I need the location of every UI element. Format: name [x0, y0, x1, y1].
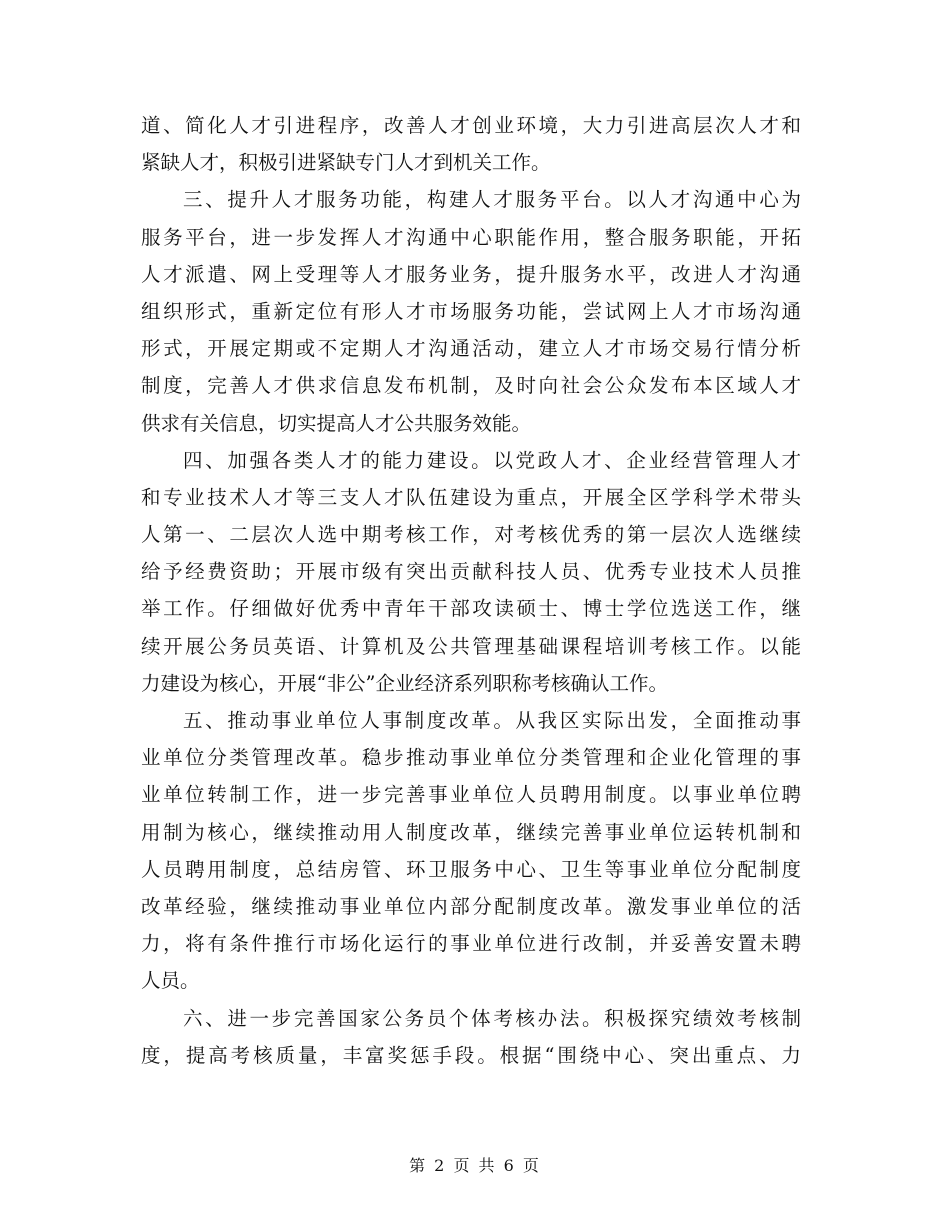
text-line: 三、提升人才服务功能，构建人才服务平台。以人才沟通中心为: [183, 188, 801, 212]
text-line: 组织形式，重新定位有形人才市场服务功能，尝试网上人才市场沟通: [141, 299, 801, 323]
text-line: 四、加强各类人才的能力建设。以党政人才、企业经营管理人才: [183, 448, 801, 472]
text-line: 人第一、二层次人选中期考核工作，对考核优秀的第一层次人选继续: [141, 523, 801, 547]
text-line: 力建设为核心，开展“非公”企业经济系列职称考核确认工作。: [141, 671, 668, 695]
text-line: 形式，开展定期或不定期人才沟通活动，建立人才市场交易行情分析: [141, 337, 801, 361]
paragraph: [141, 181, 801, 441]
paragraph: [141, 442, 801, 702]
paragraph: [141, 702, 801, 1000]
text-line: 人才派遣、网上受理等人才服务业务，提升服务水平，改进人才沟通: [141, 262, 801, 286]
text-line: 服务平台，进一步发挥人才沟通中心职能作用，整合服务职能，开拓: [141, 225, 801, 249]
text-line: 力，将有条件推行市场化运行的事业单位进行改制，并妥善安置未聘: [141, 932, 801, 956]
paragraph: [141, 107, 801, 181]
paragraph: [141, 1000, 801, 1074]
text-line: 道、简化人才引进程序，改善人才创业环境，大力引进高层次人才和: [141, 114, 801, 137]
text-line: 业单位分类管理改革。稳步推动事业单位分类管理和企业化管理的事: [141, 746, 801, 770]
text-line: 举工作。仔细做好优秀中青年干部攻读硕士、博士学位选送工作，继: [141, 597, 801, 621]
text-line: 续开展公务员英语、计算机及公共管理基础课程培训考核工作。以能: [141, 634, 801, 658]
text-line: 五、推动事业单位人事制度改革。从我区实际出发，全面推动事: [183, 709, 801, 732]
text-line: 改革经验，继续推动事业单位内部分配制度改革。激发事业单位的活: [141, 894, 801, 918]
text-line: 业单位转制工作，进一步完善事业单位人员聘用制度。以事业单位聘: [141, 783, 801, 807]
text-line: 用制为核心，继续推动用人制度改革，继续完善事业单位运转机制和: [141, 820, 801, 844]
text-line: 给予经费资助；开展市级有突出贡献科技人员、优秀专业技术人员推: [141, 560, 801, 584]
text-line: 和专业技术人才等三支人才队伍建设为重点，开展全区学科学术带头: [141, 485, 801, 509]
text-line: 六、进一步完善国家公务员个体考核办法。积极探究绩效考核制: [183, 1006, 801, 1030]
text-line: 紧缺人才，积极引进紧缺专门人才到机关工作。: [141, 151, 551, 175]
page-number-footer: 第 2 页 共 6 页: [409, 1156, 541, 1175]
text-line: 人员聘用制度，总结房管、环卫服务中心、卫生等事业单位分配制度: [141, 857, 801, 881]
text-line: 度，提高考核质量，丰富奖惩手段。根据“围绕中心、突出重点、力: [141, 1043, 801, 1067]
document-body: [141, 107, 801, 1074]
text-line: 供求有关信息，切实提高人才公共服务效能。: [141, 411, 532, 435]
text-line: 制度，完善人才供求信息发布机制，及时向社会公众发布本区域人才: [141, 374, 801, 398]
text-line: 人员。: [141, 969, 200, 993]
